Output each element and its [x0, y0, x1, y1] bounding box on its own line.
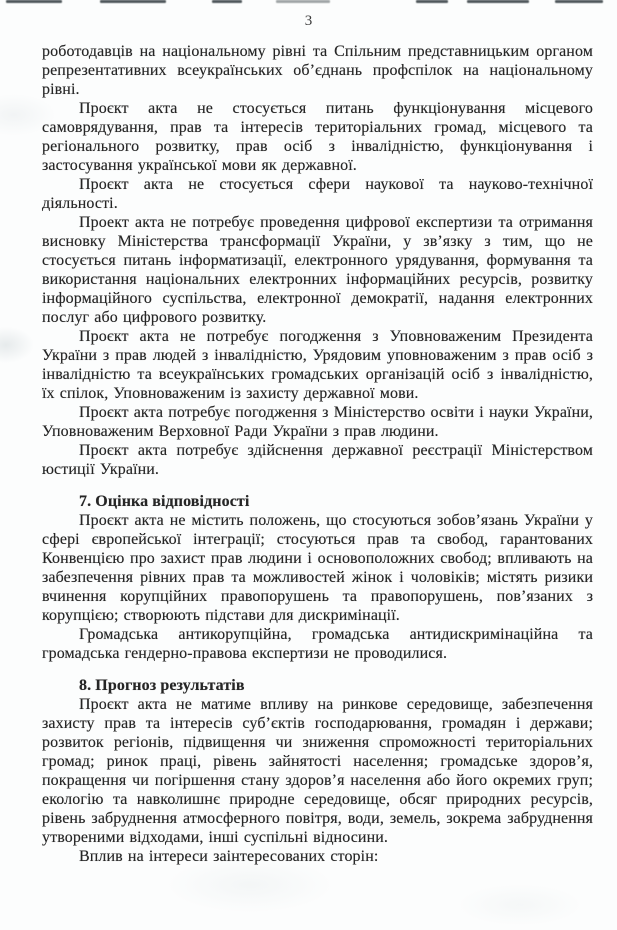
paragraph: Проєкт акта не потребує погодження з Уповноваженим Президента України з прав людей з інвалідністю, Урядовим уповноваженим з прав осіб з інвалідністю та всеукраїнських громадських організацій осіб з інвалідністю, їх спілок, Уповноваженим із захисту державної мови. — [42, 328, 593, 402]
paragraph: Проєкт акта потребує здійснення державної реєстрації Міністерством юстиції України. — [42, 442, 593, 478]
page-number: 3 — [304, 13, 313, 29]
paragraph: Громадська антикорупційна, громадська антидискримінаційна та громадська гендерно-правова експертизи не проводилися. — [42, 626, 593, 662]
paragraph: Проєкт акта потребує погодження з Міністерство освіти і науки України, Уповноваженим Верховної Ради України з прав людини. — [42, 404, 593, 440]
paragraph: Проєкт акта не стосується сфери наукової та науково-технічної діяльності. — [42, 176, 593, 212]
paragraph: Вплив на інтереси заінтересованих сторін: — [79, 848, 379, 865]
paragraph: Проєкт акта не містить положень, що стосуються зобов’язань України у сфері європейської інтеграції; стосуються прав та свобод, гарантованих Конвенцією про захист прав людини і основоположних свобод; впливають на забезпечення рівних прав та можливостей жінок і чоловіків; містять ризики вчинення корупційних правопорушень та правопорушень, пов’язаних з корупцією; створюють підстави для дискримінації. — [42, 512, 593, 624]
paragraph-continuation: роботодавців на національному рівні та Спільним представницьким органом репрезентативних всеукраїнських об’єднань профспілок на національному рівні. — [42, 43, 593, 98]
paragraph: Проєкт акта не стосується питань функціонування місцевого самоврядування, прав та інтересів територіальних громад, місцевого та регіонального розвитку, прав осіб з інвалідністю, функціонування і застосування української мови як державної. — [42, 100, 593, 174]
document-body — [42, 31, 593, 866]
section-heading-7: 7. Оцінка відповідності — [79, 493, 250, 510]
paragraph: Проєкт акта не матиме впливу на ринкове середовище, забезпечення захисту прав та інтересів суб’єктів господарювання, громадян і держави; розвиток регіонів, підвищення чи зниження спроможності територіальних громад; ринок праці, рівень зайнятості населення; громадське здоров’я, покращення чи погіршення стану здоров’я населення або його окремих груп; екологію та навколишнє природне середовище, обсяг природних ресурсів, рівень забруднення атмосферного повітря, води, земель, зокрема забруднення утвореними відходами, інші суспільні відносини. — [42, 696, 593, 846]
section-heading-8: 8. Прогноз результатів — [79, 677, 245, 694]
scan-artifact-dashes — [0, 0, 617, 4]
paragraph: Проект акта не потребує проведення цифрової експертизи та отримання висновку Міністерства трансформації України, у зв’язку з тим, що не стосується питань інформатизації, електронного урядування, формування та використання національних електронних інформаційних ресурсів, розвитку інформаційного суспільства, електронної демократії, надання електронних послуг або цифрового розвитку. — [42, 214, 593, 326]
